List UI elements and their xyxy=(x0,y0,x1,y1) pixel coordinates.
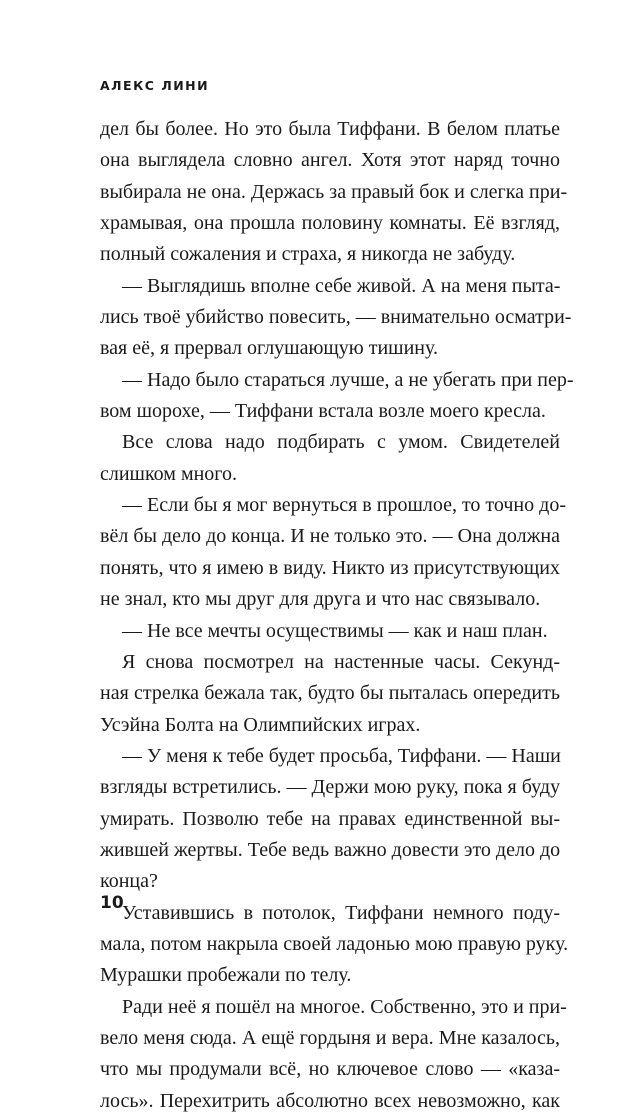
text-line: — Если бы я мог вернуться в прошлое, то точно до- xyxy=(122,494,566,517)
body-text xyxy=(100,114,574,1117)
running-header: АЛЕКС ЛИНИ xyxy=(100,78,210,93)
text-line: Усэйна Болта на Олимпийских играх. xyxy=(100,713,421,736)
text-line: — Надо было стараться лучше, а не убегать при пер- xyxy=(122,368,574,391)
text-line: не знал, кто мы друг для друга и что нас связывало. xyxy=(100,588,541,611)
text-line: выбирала не она. Держась за правый бок и слегка при- xyxy=(100,180,568,203)
text-line: умирать. Позволю тебе на правах единственной вы- xyxy=(100,807,560,830)
text-line: храмывая, она прошла половину комнаты. Её взгляд, xyxy=(100,212,560,235)
text-line: жившей жертвы. Тебе ведь важно довести это дело до xyxy=(100,838,561,861)
text-line: Все слова надо подбирать с умом. Свидетелей xyxy=(122,431,560,454)
text-line: ная стрелка бежала так, будто бы пыталась опередить xyxy=(100,682,560,705)
text-line: конца? xyxy=(100,870,158,893)
text-line: слишком много. xyxy=(100,462,238,485)
text-line: она выглядела словно ангел. Хотя этот наряд точно xyxy=(100,149,560,172)
text-line: мала, потом накрыла своей ладонью мою правую руку. xyxy=(100,932,569,955)
text-line: Ради неё я пошёл на многое. Собственно, это и при- xyxy=(122,995,567,1018)
text-line: дел бы более. Но это была Тиффани. В белом платье xyxy=(100,118,560,140)
text-line: Я снова посмотрел на настенные часы. Секунд- xyxy=(122,650,560,673)
text-line: вело меня сюда. А ещё гордыня и вера. Мне казалось, xyxy=(100,1026,560,1049)
text-line: вая её, я прервал оглушающую тишину. xyxy=(100,337,438,360)
text-line: лись твоё убийство повесить, — внимательно осматри- xyxy=(100,306,572,329)
text-line: полный сожаления и страха, я никогда не забуду. xyxy=(100,243,516,266)
page-number: 10 xyxy=(100,893,124,913)
text-line: взгляды встретились. — Держи мою руку, пока я буду xyxy=(100,776,561,799)
text-line: понять, что я имею в виду. Никто из присутствующих xyxy=(100,556,560,579)
text-line: вёл бы дело до конца. И не только это. — Она должна xyxy=(100,525,560,548)
text-line: — Выглядишь вполне себе живой. А на меня пыта- xyxy=(122,274,561,297)
text-line: лось». Перехитрить абсолютно всех невозможно, как xyxy=(100,1089,560,1112)
text-line: что мы продумали всё, но ключевое слово — «каза- xyxy=(100,1058,560,1081)
text-line: вом шорохе, — Тиффани встала возле моего кресла. xyxy=(100,400,546,423)
text-line: Уставившись в потолок, Тиффани немного поду- xyxy=(122,901,560,924)
text-line: Мурашки пробежали по телу. xyxy=(100,964,352,987)
text-line: — Не все мечты осуществимы — как и наш план. xyxy=(122,619,548,642)
text-line: — У меня к тебе будет просьба, Тиффани. — Наши xyxy=(122,744,561,767)
